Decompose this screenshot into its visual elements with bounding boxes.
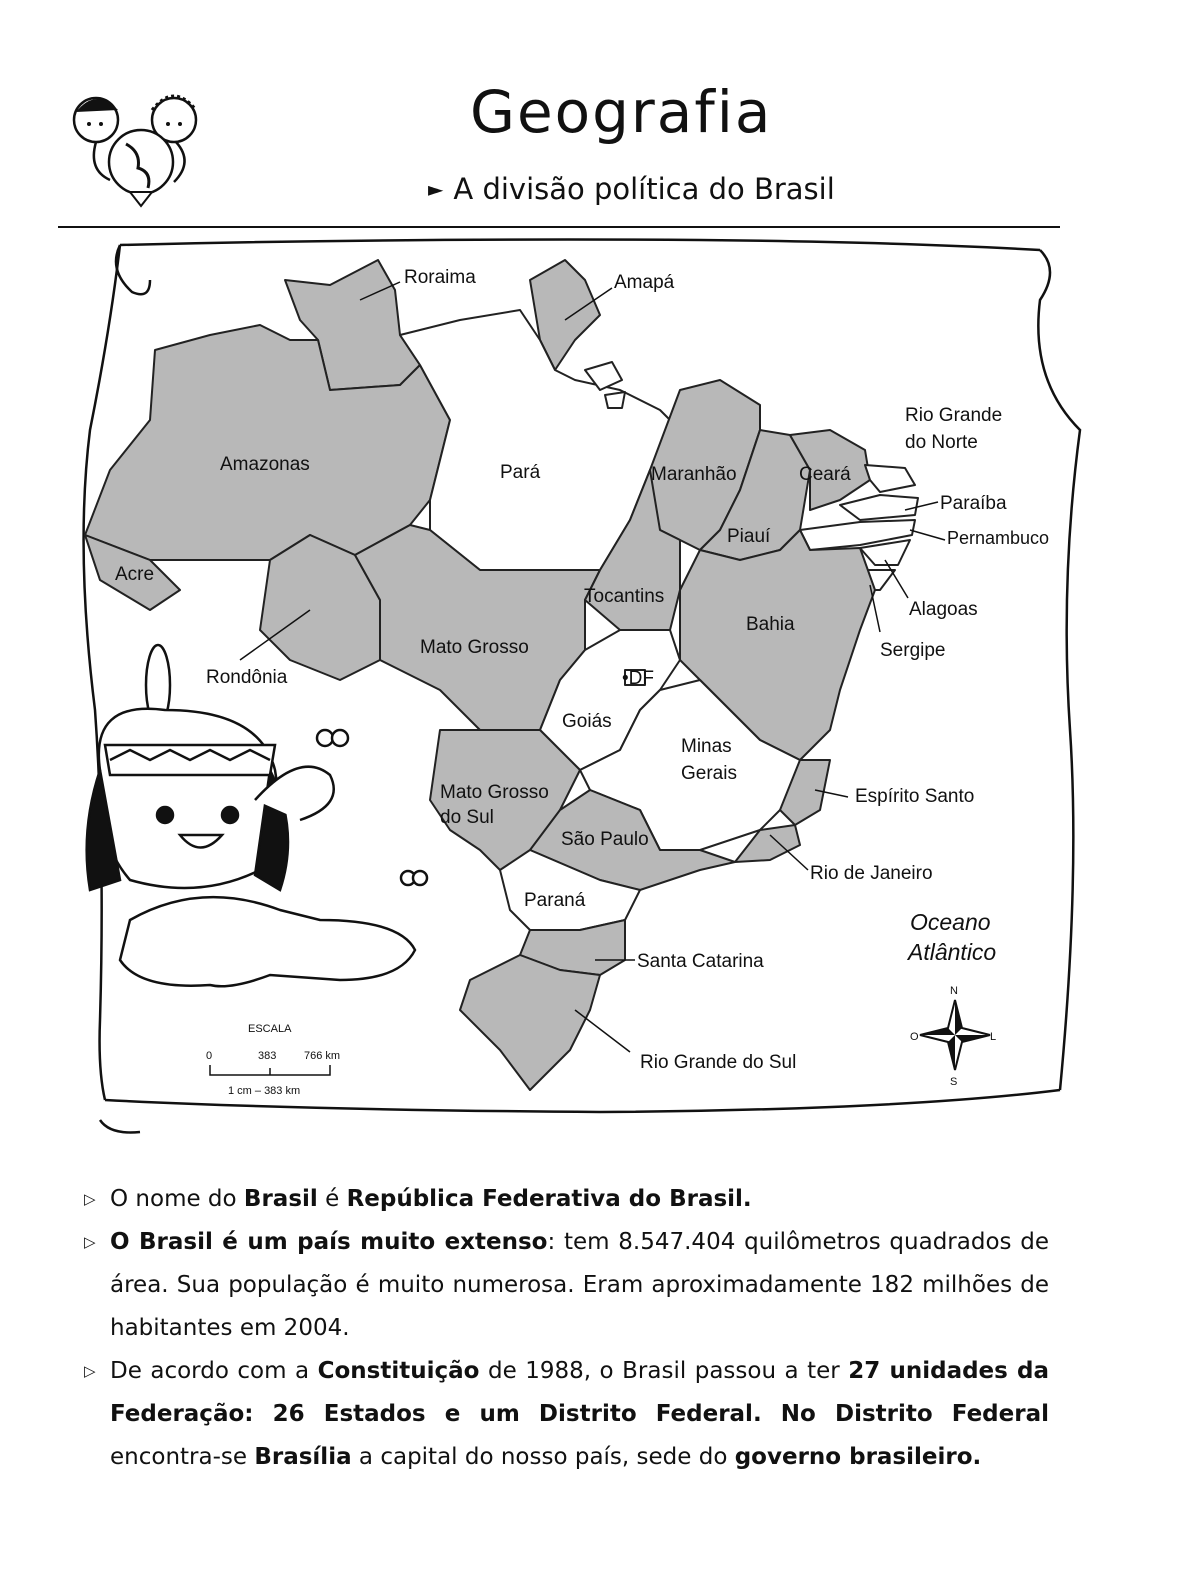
label-rio-grande-do-sul: Rio Grande do Sul (640, 1052, 797, 1073)
label-ms-2: do Sul (440, 807, 494, 828)
compass-l: L (990, 1031, 997, 1043)
scale-tick-2: 766 km (304, 1050, 341, 1062)
island-small (605, 392, 625, 408)
label-bahia: Bahia (746, 614, 795, 635)
label-roraima: Roraima (404, 267, 476, 288)
map-scale (206, 1023, 340, 1097)
triangle-bullet-icon: ▷ (84, 1362, 96, 1380)
label-parana: Paraná (524, 890, 586, 911)
facts-list (84, 1178, 1049, 1479)
fact-item (84, 1178, 1049, 1221)
label-df: •DF (622, 668, 654, 689)
label-mato-grosso: Mato Grosso (420, 637, 529, 658)
fact-text: Constituição (317, 1358, 480, 1384)
fact-text: de 1988, o Brasil passou a ter (479, 1358, 849, 1384)
fact-text: O nome do (110, 1186, 244, 1212)
fact-text: 27 unidades da Federação: 26 Estados e um Distrito Federal. No Distrito Federal (110, 1358, 1050, 1427)
label-pernambuco: Pernambuco (947, 528, 1050, 548)
subtitle-text: A divisão política do Brasil (453, 172, 835, 206)
fact-item (84, 1350, 1049, 1479)
fact-text: encontra-se (110, 1444, 255, 1470)
brazil-political-map (0, 230, 1183, 1150)
ocean-label-1: Oceano (910, 909, 991, 935)
indigenous-child-illustration (87, 645, 427, 986)
label-ceara: Ceará (799, 464, 851, 485)
label-acre: Acre (115, 564, 155, 585)
label-sergipe: Sergipe (880, 640, 946, 661)
label-paraiba: Paraíba (940, 493, 1007, 514)
label-santa-catarina: Santa Catarina (637, 951, 764, 972)
children-globe-illustration (66, 82, 256, 217)
state-rgn (865, 465, 915, 492)
scale-ratio: 1 cm – 383 km (228, 1085, 301, 1097)
fact-text: Brasil (243, 1186, 318, 1212)
label-goias: Goiás (562, 711, 612, 732)
state-rgs (460, 955, 600, 1090)
fact-text: De acordo com a (110, 1358, 318, 1384)
state-paraiba (840, 495, 918, 520)
label-amapa: Amapá (614, 272, 675, 293)
fact-text: República Federativa do Brasil. (346, 1186, 752, 1212)
label-rio-grande-do-norte-2: do Norte (905, 432, 978, 453)
fact-text: governo brasileiro. (734, 1444, 982, 1470)
ocean-label-2: Atlântico (908, 939, 997, 965)
label-tocantins: Tocantins (584, 586, 665, 607)
scale-title: ESCALA (248, 1023, 292, 1035)
triangle-bullet-icon: ▷ (84, 1233, 96, 1251)
scale-tick-1: 383 (258, 1050, 277, 1062)
label-minas-gerais-2: Gerais (681, 763, 737, 784)
compass-n: N (950, 985, 958, 997)
label-espirito-santo: Espírito Santo (855, 786, 975, 807)
header-divider (58, 226, 1060, 228)
triangle-bullet-icon: ▷ (84, 1190, 96, 1208)
label-minas-gerais-1: Minas (681, 736, 732, 757)
fact-text: : tem 8.547.404 quilômetros quadrados de área. Sua população é muito numerosa. Eram aproximadamente 182 milhões de habitantes em 2004. (110, 1229, 1050, 1341)
compass-s: S (950, 1076, 958, 1088)
label-rio-de-janeiro: Rio de Janeiro (810, 863, 933, 884)
fact-text: é (317, 1186, 347, 1212)
label-maranhao: Maranhão (651, 464, 737, 485)
label-sao-paulo: São Paulo (561, 829, 649, 850)
label-alagoas: Alagoas (909, 599, 978, 620)
label-rio-grande-do-norte-1: Rio Grande (905, 405, 1003, 426)
label-ms-1: Mato Grosso (440, 782, 549, 803)
label-para: Pará (500, 462, 541, 483)
triangle-bullet-icon: ► (428, 177, 444, 201)
label-rondonia: Rondônia (206, 667, 288, 688)
label-amazonas: Amazonas (220, 454, 310, 475)
compass-rose-icon (910, 985, 996, 1088)
label-piaui: Piauí (727, 526, 771, 547)
fact-item (84, 1221, 1049, 1350)
fact-text: a capital do nosso país, sede do (351, 1444, 735, 1470)
fact-text: Brasília (254, 1444, 352, 1470)
compass-o: O (910, 1031, 919, 1043)
page-title: Geografia (470, 78, 773, 146)
scale-tick-0: 0 (206, 1050, 213, 1062)
fact-text: O Brasil é um país muito extenso (110, 1229, 548, 1255)
page-subtitle (428, 172, 835, 206)
